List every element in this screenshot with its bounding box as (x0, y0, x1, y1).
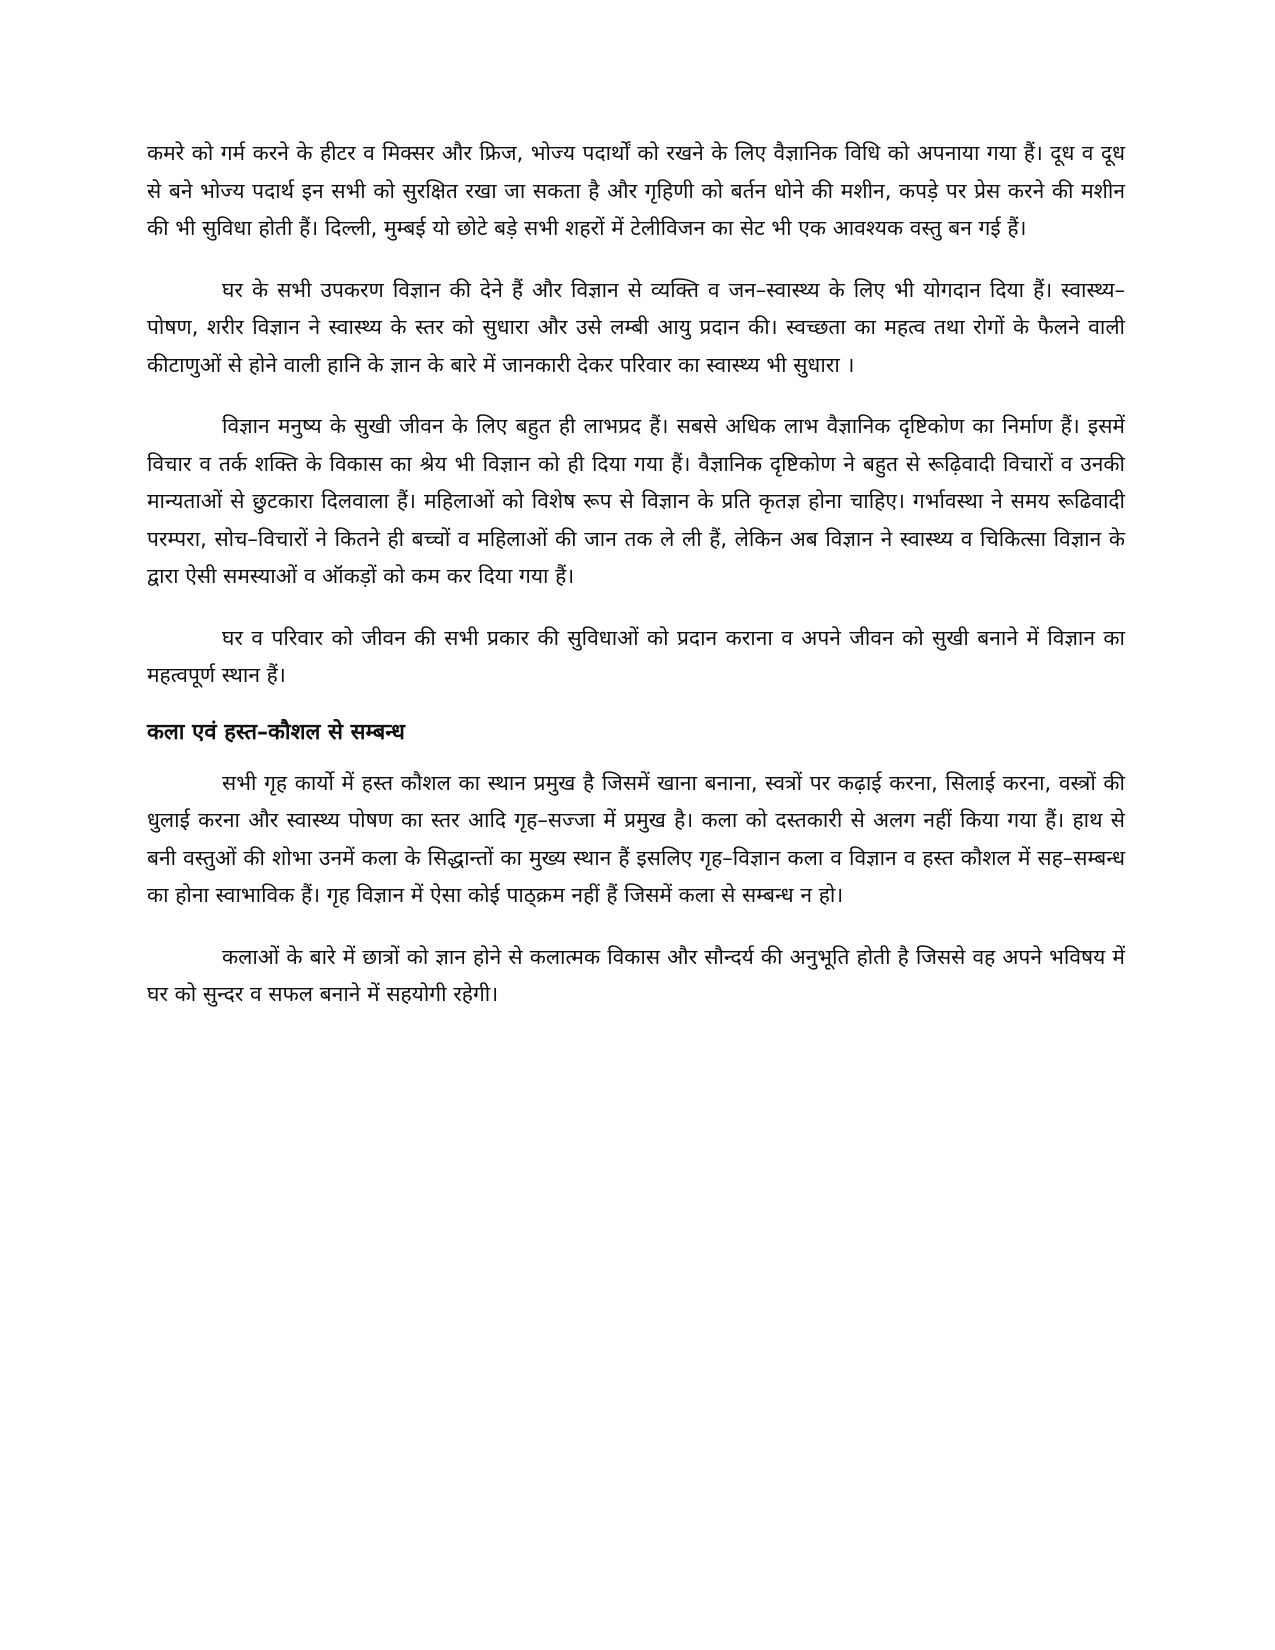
paragraph-handicraft: सभी गृह कार्यो में हस्त कौशल का स्थान प्रमुख है जिसमें खाना बनाना, स्वत्रों पर कढ़ाई करना, सिलाई करना, वस्त्रों की धुलाई करना और स्वास्थ्य पोषण का स्तर आदि गृह–सज्जा में प्रमुख है। कला को दस्तकारी से अलग नहीं किया गया हैं। हाथ से बनी वस्तुओं की शोभा उनमें कला के सिद्धान्तों का मुख्य स्थान हैं इसलिए गृह–विज्ञान कला व विज्ञान व हस्त कौशल में सह–सम्बन्ध का होना स्वाभाविक हैं। गृह विज्ञान में ऐसा कोई पाठ्क्रम नहीं हैं जिसमें कला से सम्बन्ध न हो। (147, 770, 1125, 907)
paragraph-scientific-outlook: विज्ञान मनुष्य के सुखी जीवन के लिए बहुत ही लाभप्रद हैं। सबसे अधिक लाभ वैज्ञानिक दृष्टिकोण का निर्माण हैं। इसमें विचार व तर्क शक्ति के विकास का श्रेय भी विज्ञान को ही दिया गया हैं। वैज्ञानिक दृष्टिकोण ने बहुत से रूढ़िवादी विचारों व उनकी मान्यताओं से छुटकारा दिलवाला हैं। महिलाओं को विशेष रूप से विज्ञान के प्रति कृतज्ञ होना चाहिए। गर्भावस्था ने समय रूढिवादी परम्परा, सोच–विचारों ने कितने ही बच्चों व महिलाओं की जान तक ले ली हैं, लेकिन अब विज्ञान ने स्वास्थ्य व चिकित्सा विज्ञान के द्वारा ऐसी समस्याओं व ऑकड़ों को कम कर दिया गया हैं। (147, 414, 1125, 588)
paragraph-arts-knowledge: कलाओं के बारे में छात्रों को ज्ञान होने से कलात्मक विकास और सौन्दर्य की अनुभूति होती है जिससे वह अपने भविषय में घर को सुन्दर व सफल बनाने में सहयोगी रहेगी। (147, 944, 1125, 1006)
section-heading: कला एवं हस्त–कौशल से सम्बन्ध (147, 719, 405, 745)
paragraph-heaters-appliances: कमरे को गर्म करने के हीटर व मिक्सर और फ्रिज, भोज्य पदार्थों को रखने के लिए वैज्ञानिक विधि को अपनाया गया हैं। दूध व दूध से बने भोज्य पदार्थ इन सभी को सुरक्षित रखा जा सकता है और गृहिणी को बर्तन धोने की मशीन, कपड़े पर प्रेस करने की मशीन की भी सुविधा होती हैं। दिल्ली, मुम्बई यो छोटे बड़े सभी शहरों में टेलीविजन का सेट भी एक आवश्यक वस्तु बन गई हैं। (147, 141, 1125, 240)
paragraph-science-health: घर के सभी उपकरण विज्ञान की देने हैं और विज्ञान से व्यक्ति व जन–स्वास्थ्य के लिए भी योगदान दिया हैं। स्वास्थ्य–पोषण, शरीर विज्ञान ने स्वास्थ्य के स्तर को सुधारा और उसे लम्बी आयु प्रदान की। स्वच्छता का महत्व तथा रोगों के फैलने वाली कीटाणुओं से होने वाली हानि के ज्ञान के बारे में जानकारी देकर परिवार का स्वास्थ्य भी सुधारा । (147, 277, 1125, 377)
document-page (147, 135, 1125, 1014)
paragraph-family-comfort: घर व परिवार को जीवन की सभी प्रकार की सुविधाओं को प्रदान कराना व अपने जीवन को सुखी बनाने में विज्ञान का महत्वपूर्ण स्थान हैं। (147, 625, 1125, 687)
